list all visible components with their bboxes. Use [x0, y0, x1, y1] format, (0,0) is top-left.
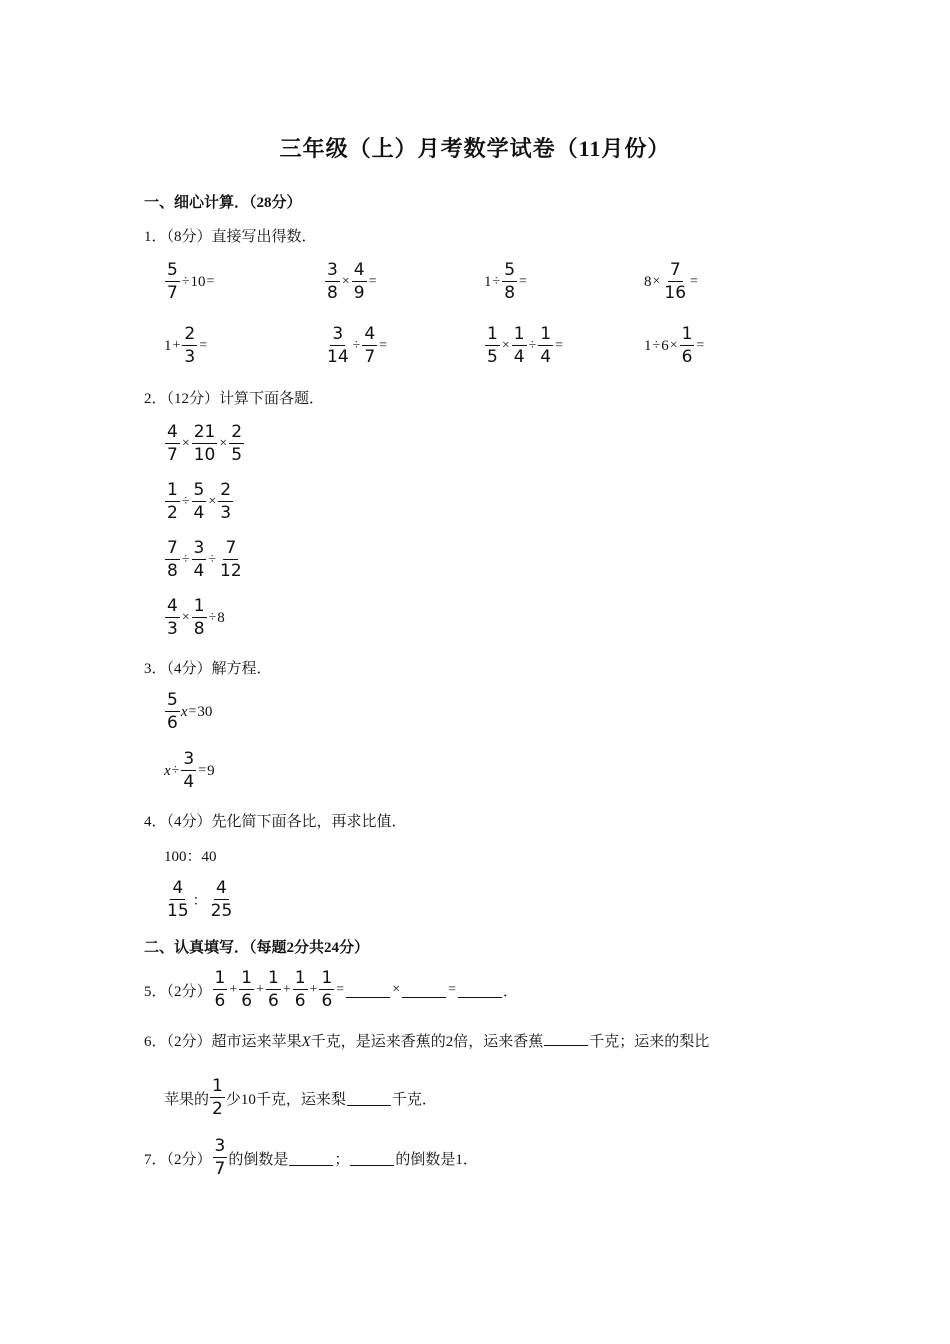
q2-expr-4: $\frac{4}{3}$ × $\frac{1}{8}$ ÷ 8 — [167, 596, 225, 639]
q1-expr-1: $\frac{5}{7}$ ÷ 10 = — [167, 260, 215, 303]
q3-equation-2: x ÷ $\frac{3}{4}$ = 9 — [164, 749, 215, 792]
q4-ratio-2: $\frac{4}{15}$ ： $\frac{4}{25}$ — [167, 878, 233, 921]
fraction: $\frac{21}{10}$ — [193, 422, 216, 465]
fraction: $\frac{1}{6}$ — [267, 968, 279, 1011]
fraction: $\frac{7}{12}$ — [220, 538, 242, 581]
q1-expr-2: $\frac{3}{8}$ × $\frac{4}{9}$ = — [327, 260, 377, 303]
fraction: $\frac{2}{5}$ — [231, 422, 243, 465]
section-2-heading: 二、认真填写．（每题2分共24分） — [144, 940, 370, 956]
q1-expr-3: 1 ÷ $\frac{5}{8}$ = — [484, 260, 527, 303]
fraction: $\frac{5}{6}$ — [167, 690, 178, 733]
question-5-label: 5．（2分） — [144, 983, 212, 1000]
answer-blank[interactable] — [350, 1151, 394, 1166]
answer-blank[interactable] — [544, 1031, 588, 1046]
fraction: $\frac{2}{3}$ — [184, 324, 196, 367]
question-4-label: 4．（4分）先化简下面各比，再求比值． — [144, 814, 407, 830]
fraction: $\frac{1}{4}$ — [540, 324, 552, 367]
fraction: $\frac{1}{2}$ — [167, 480, 178, 523]
q4-ratio-1: 100：40 — [164, 849, 217, 865]
q3-equation-1: $\frac{5}{6}$ x = 30 — [167, 690, 213, 733]
fraction: $\frac{1}{6}$ — [681, 324, 693, 367]
fraction: $\frac{3}{8}$ — [327, 260, 338, 303]
q2-expr-2: $\frac{1}{2}$ ÷ $\frac{5}{4}$ × $\frac{2}{3}$ — [167, 480, 232, 523]
fraction: $\frac{5}{7}$ — [167, 260, 178, 303]
fraction: $\frac{2}{3}$ — [220, 480, 232, 523]
fraction: $\frac{7}{8}$ — [167, 538, 178, 581]
q1-expr-6: $\frac{3}{14}$ ÷ $\frac{4}{7}$ = — [327, 324, 388, 367]
section-1-heading: 一、细心计算．（28分） — [144, 195, 302, 211]
q1-expr-4: 8 × $\frac{7}{16}$ = — [644, 260, 698, 303]
q2-expr-1: $\frac{4}{7}$ × $\frac{21}{10}$ × $\frac{2}{5}$ — [167, 422, 243, 465]
fraction: $\frac{4}{7}$ — [364, 324, 376, 367]
fraction: $\frac{1}{4}$ — [513, 324, 525, 367]
fraction: $\frac{4}{9}$ — [353, 260, 365, 303]
answer-blank[interactable] — [289, 1151, 333, 1166]
answer-blank[interactable] — [458, 983, 502, 998]
answer-blank[interactable] — [347, 1091, 391, 1106]
fraction: $\frac{5}{8}$ — [504, 260, 516, 303]
fraction: $\frac{3}{14}$ — [327, 324, 349, 367]
answer-blank[interactable] — [402, 983, 446, 998]
question-6-line-1: 6．（2分）超市运来苹果X千克，是运来香蕉的2倍，运来香蕉 千克；运来的梨比 — [144, 1030, 709, 1051]
fraction: $\frac{1}{2}$ — [212, 1076, 223, 1119]
fraction: $\frac{3}{7}$ — [214, 1136, 226, 1179]
fraction: $\frac{5}{4}$ — [193, 480, 205, 523]
question-3-label: 3．（4分）解方程． — [144, 661, 272, 677]
question-7: 7．（2分） $\frac{3}{7}$ 的倒数是 ； 的倒数是1． — [144, 1136, 478, 1179]
fraction: $\frac{4}{25}$ — [210, 878, 233, 921]
fraction: $\frac{1}{6}$ — [214, 968, 226, 1011]
page-title: 三年级（上）月考数学试卷（11月份） — [279, 136, 671, 161]
fraction: $\frac{1}{5}$ — [487, 324, 498, 367]
fraction: $\frac{1}{6}$ — [321, 968, 333, 1011]
answer-blank[interactable] — [346, 983, 390, 998]
fraction: $\frac{1}{6}$ — [241, 968, 253, 1011]
fraction: $\frac{4}{7}$ — [167, 422, 178, 465]
fraction: $\frac{4}{3}$ — [167, 596, 178, 639]
q1-expr-8: 1 ÷ 6 × $\frac{1}{6}$ = — [644, 324, 705, 367]
question-6-line-2: 苹果的 $\frac{1}{2}$ 少10千克，运来梨 千克． — [164, 1076, 437, 1119]
fraction: $\frac{7}{16}$ — [664, 260, 687, 303]
q2-expr-3: $\frac{7}{8}$ ÷ $\frac{3}{4}$ ÷ $\frac{7}{12}$ — [167, 538, 242, 581]
fraction: $\frac{3}{4}$ — [193, 538, 205, 581]
fraction: $\frac{3}{4}$ — [183, 749, 195, 792]
question-5: 5．（2分） $\frac{1}{6}$ + $\frac{1}{6}$ + $\frac{1}{6}$ + $\frac{1}{6}$ + $\frac{1}{6}$ = × = ． — [144, 968, 519, 1011]
fraction: $\frac{1}{8}$ — [193, 596, 205, 639]
q1-expr-5: 1 + $\frac{2}{3}$ = — [164, 324, 208, 367]
question-2-label: 2．（12分）计算下面各题． — [144, 391, 325, 407]
fraction: $\frac{1}{6}$ — [294, 968, 306, 1011]
question-7-label: 7．（2分） — [144, 1151, 212, 1168]
fraction: $\frac{4}{15}$ — [167, 878, 189, 921]
question-1-label: 1．（8分）直接写出得数． — [144, 229, 317, 245]
q1-expr-7: $\frac{1}{5}$ × $\frac{1}{4}$ ÷ $\frac{1}{4}$ = — [487, 324, 563, 367]
